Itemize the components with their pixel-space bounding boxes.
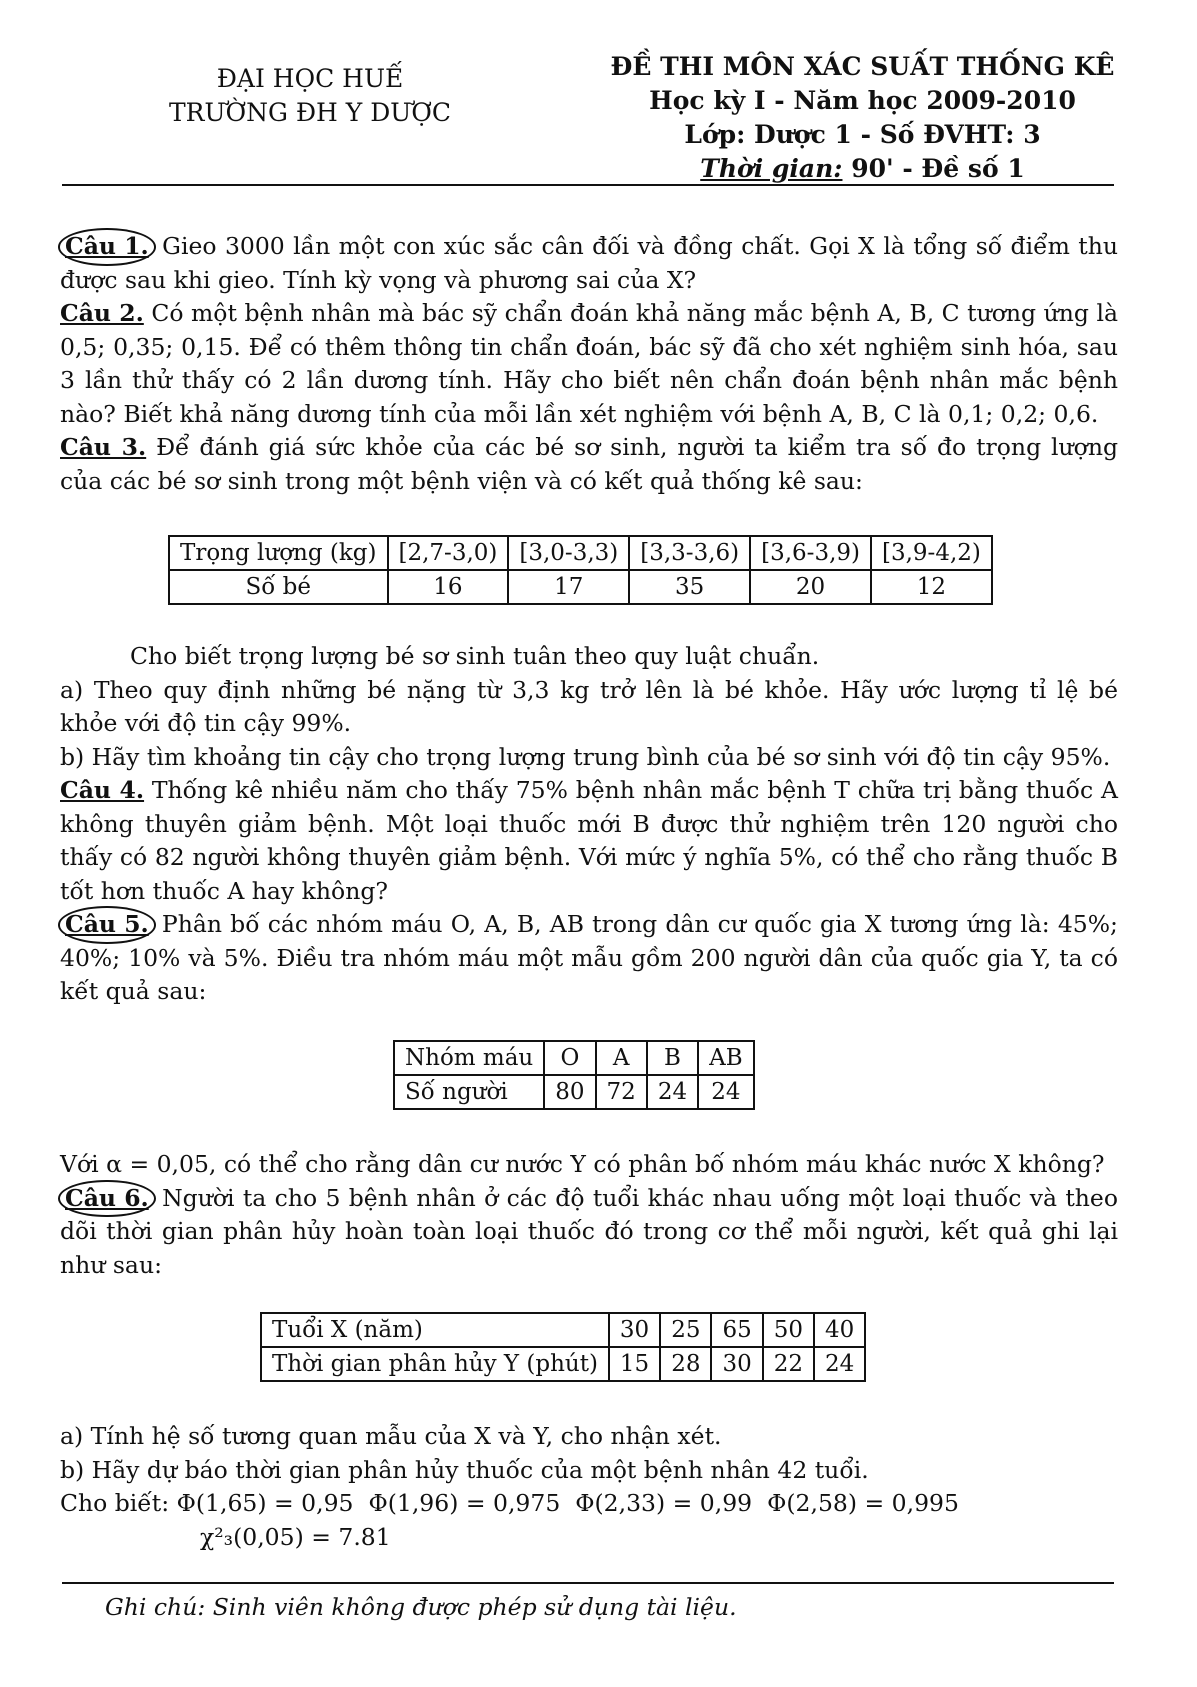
question-6	[60, 1182, 1118, 1283]
table-cell: 30	[609, 1313, 660, 1347]
table-row	[394, 1041, 754, 1075]
question-3a: a) Theo quy định những bé nặng từ 3,3 kg trở lên là bé khỏe. Hãy ước lượng tỉ lệ bé khỏe với độ tin cậy 99%.	[60, 675, 1118, 737]
table-row	[394, 1075, 754, 1109]
table-row	[169, 536, 992, 570]
table-row	[261, 1313, 865, 1347]
questions-block-1	[60, 230, 1118, 498]
table-cell: 50	[763, 1313, 814, 1347]
question-2-label: Câu 2.	[60, 299, 144, 327]
question-3-label: Câu 3.	[60, 433, 147, 461]
question-5	[60, 908, 1118, 1009]
exam-info-block	[585, 50, 1140, 186]
table-header-cell: Nhóm máu	[394, 1041, 544, 1075]
footer-note: Ghi chú: Sinh viên không được phép sử dụng tài liệu.	[105, 1593, 737, 1621]
question-5-text: Phân bố các nhóm máu O, A, B, AB trong dân cư quốc gia X tương ứng là: 45%; 40%; 10% và 5%. Điều tra nhóm máu một mẫu gồm 200 người dân của quốc gia Y, ta có kết quả sau:	[60, 910, 1118, 1005]
table-header-cell: Số bé	[169, 570, 388, 604]
table-cell: 15	[609, 1347, 660, 1381]
class-line: Lớp: Dược 1 - Số ĐVHT: 3	[684, 120, 1041, 149]
table-cell: 65	[711, 1313, 762, 1347]
table-cell: 28	[660, 1347, 711, 1381]
school-name: TRƯỜNG ĐH Y DƯỢC	[169, 98, 451, 127]
table-row	[169, 570, 992, 604]
phi-2: Φ(1,96) = 0,975	[368, 1489, 561, 1517]
table-cell: [3,3-3,6)	[629, 536, 750, 570]
table-cell: O	[544, 1041, 595, 1075]
table-header-cell: Số người	[394, 1075, 544, 1109]
question-2	[60, 297, 1118, 431]
question-1	[60, 230, 1118, 297]
question-3b: b) Hãy tìm khoảng tin cậy cho trọng lượng trung bình của bé sơ sinh với độ tin cậy 95%.	[60, 742, 1111, 771]
header-divider	[62, 184, 1114, 186]
questions-block-2	[60, 640, 1118, 1009]
table-cell: 80	[544, 1075, 595, 1109]
table-header-cell: Thời gian phân hủy Y (phút)	[261, 1347, 609, 1381]
age-time-table	[260, 1312, 866, 1382]
table-cell: 72	[596, 1075, 647, 1109]
table-cell: AB	[698, 1041, 754, 1075]
phi-1: Φ(1,65) = 0,95	[176, 1489, 354, 1517]
table-cell: [3,0-3,3)	[508, 536, 629, 570]
table-cell: 30	[711, 1347, 762, 1381]
table-cell: 35	[629, 570, 750, 604]
table-cell: [2,7-3,0)	[388, 536, 509, 570]
time-label: Thời gian:	[700, 154, 843, 183]
given-values	[60, 1487, 1118, 1521]
table-cell: 25	[660, 1313, 711, 1347]
table-cell: 20	[750, 570, 871, 604]
blood-type-table	[393, 1040, 755, 1110]
table-cell: 12	[871, 570, 992, 604]
table-cell: 16	[388, 570, 509, 604]
time-line	[585, 152, 1140, 186]
university-name: ĐẠI HỌC HUẾ	[216, 64, 404, 93]
semester-line: Học kỳ I - Năm học 2009-2010	[649, 86, 1076, 115]
question-6b: b) Hãy dự báo thời gian phân hủy thuốc của một bệnh nhân 42 tuổi.	[60, 1455, 869, 1484]
table-cell: [3,6-3,9)	[750, 536, 871, 570]
weight-table	[168, 535, 993, 605]
footer-divider	[62, 1582, 1114, 1584]
table-cell: 22	[763, 1347, 814, 1381]
question-1-text: Gieo 3000 lần một con xúc sắc cân đối và đồng chất. Gọi X là tổng số điểm thu được sau khi gieo. Tính kỳ vọng và phương sai của X?	[60, 232, 1118, 294]
table-cell: B	[647, 1041, 698, 1075]
question-5-question: Với α = 0,05, có thể cho rằng dân cư nước Y có phân bố nhóm máu khác nước X không?	[60, 1150, 1105, 1178]
table-cell: 24	[647, 1075, 698, 1109]
questions-block-3	[60, 1148, 1118, 1282]
table-row	[261, 1347, 865, 1381]
questions-block-4	[60, 1420, 1118, 1554]
table-cell: 24	[698, 1075, 754, 1109]
question-6-label: Câu 6.	[58, 1180, 156, 1218]
question-3	[60, 431, 1118, 498]
table-cell: 40	[814, 1313, 865, 1347]
question-2-text: Có một bệnh nhân mà bác sỹ chẩn đoán khả năng mắc bệnh A, B, C tương ứng là 0,5; 0,35; 0,15. Để có thêm thông tin chẩn đoán, bác sỹ đã cho xét nghiệm sinh hóa, sau 3 lần thử thấy có 2 lần dương tính. Hãy cho biết nên chẩn đoán bệnh nhân mắc bệnh nào? Biết khả năng dương tính của mỗi lần xét nghiệm với bệnh A, B, C là 0,1; 0,2; 0,6.	[60, 299, 1119, 428]
question-4-label: Câu 4.	[60, 776, 145, 804]
chi-square-value: χ²₃(0,05) = 7.81	[200, 1522, 391, 1551]
table-cell: [3,9-4,2)	[871, 536, 992, 570]
table-cell: A	[596, 1041, 647, 1075]
table-cell: 17	[508, 570, 629, 604]
question-1-label: Câu 1.	[58, 228, 156, 266]
exam-title: ĐỀ THI MÔN XÁC SUẤT THỐNG KÊ	[610, 52, 1115, 81]
question-3-text: Để đánh giá sức khỏe của các bé sơ sinh, người ta kiểm tra số đo trọng lượng của các bé sơ sinh trong một bệnh viện và có kết quả thống kê sau:	[60, 433, 1118, 495]
question-3-note: Cho biết trọng lượng bé sơ sinh tuân theo quy luật chuẩn.	[130, 642, 820, 670]
question-6a: a) Tính hệ số tương quan mẫu của X và Y, cho nhận xét.	[60, 1422, 722, 1450]
institution-block	[160, 62, 460, 130]
given-label: Cho biết:	[60, 1489, 170, 1517]
table-header-cell: Trọng lượng (kg)	[169, 536, 388, 570]
question-5-label: Câu 5.	[58, 906, 156, 944]
time-value: 90' - Đề số 1	[851, 154, 1025, 183]
question-6-text: Người ta cho 5 bệnh nhân ở các độ tuổi khác nhau uống một loại thuốc và theo dõi thời gian phân hủy hoàn toàn loại thuốc đó trong cơ thể mỗi người, kết quả ghi lại như sau:	[60, 1183, 1118, 1279]
phi-3: Φ(2,33) = 0,99	[575, 1489, 753, 1517]
question-4-text: Thống kê nhiều năm cho thấy 75% bệnh nhân mắc bệnh T chữa trị bằng thuốc A không thuyên giảm bệnh. Một loại thuốc mới B được thử nghiệm trên 120 người cho thấy có 82 người không thuyên giảm bệnh. Với mức ý nghĩa 5%, có thể cho rằng thuốc B tốt hơn thuốc A hay không?	[60, 776, 1118, 905]
question-4	[60, 774, 1118, 908]
table-cell: 24	[814, 1347, 865, 1381]
table-header-cell: Tuổi X (năm)	[261, 1313, 609, 1347]
phi-4: Φ(2,58) = 0,995	[767, 1489, 959, 1517]
